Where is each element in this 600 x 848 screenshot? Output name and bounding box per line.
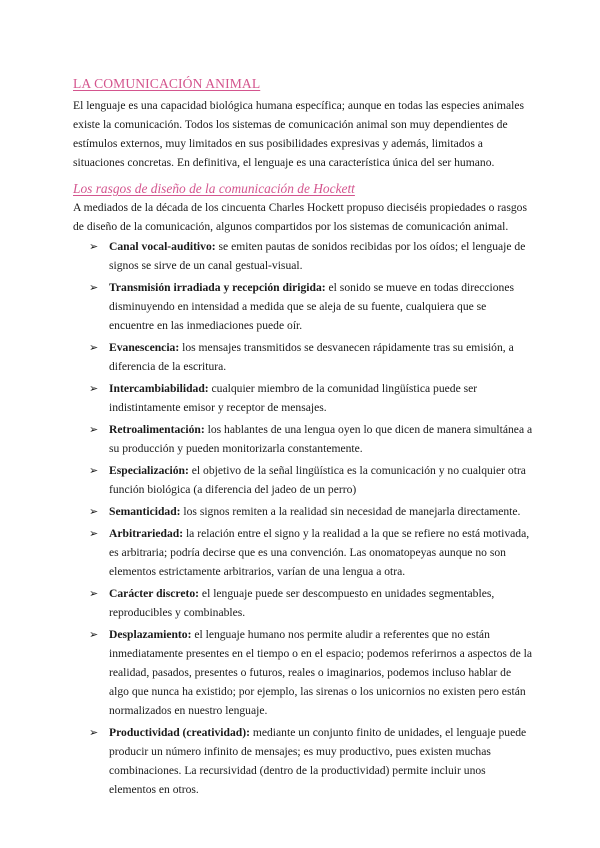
feature-term: Especialización: xyxy=(109,464,189,477)
feature-term: Retroalimentación: xyxy=(109,423,205,436)
feature-description: el sonido se mueve en todas direcciones disminuyendo en intensidad a medida que se aleja de su fuente, cualquiera que se encuentre en las inmediaciones puede oír. xyxy=(109,281,514,332)
arrowhead-bullet-icon: ➢ xyxy=(89,587,99,600)
feature-item xyxy=(73,625,533,720)
feature-description: la relación entre el signo y la realidad a la que se refiere no está motivada, es arbitraria; podría decirse que es una convención. Las onomatopeyas aunque no son elementos estrictamente arbitrarios, varían de una lengua a otra. xyxy=(109,527,530,578)
arrowhead-bullet-icon: ➢ xyxy=(89,726,99,739)
feature-item xyxy=(73,723,533,799)
feature-item xyxy=(73,278,533,335)
arrowhead-bullet-icon: ➢ xyxy=(89,464,99,477)
arrowhead-bullet-icon: ➢ xyxy=(89,423,99,436)
feature-description: cualquier miembro de la comunidad lingüística puede ser indistintamente emisor y receptor de mensajes. xyxy=(109,382,478,414)
feature-description: los signos remiten a la realidad sin necesidad de manejarla directamente. xyxy=(180,505,521,518)
arrowhead-bullet-icon: ➢ xyxy=(89,281,99,294)
feature-description: mediante un conjunto finito de unidades, el lenguaje puede producir un número infinito de mensajes; es muy productivo, pues existen muchas combinaciones. La recursividad (dentro de la productividad) permite incluir unos elementos en otros. xyxy=(109,726,527,796)
feature-term: Semanticidad: xyxy=(109,505,181,518)
feature-term: Intercambiabilidad: xyxy=(109,382,209,395)
design-features-list xyxy=(73,237,533,799)
section-heading: Los rasgos de diseño de la comunicación de Hockett xyxy=(73,181,355,196)
feature-item xyxy=(73,524,533,581)
feature-item xyxy=(73,237,533,275)
feature-term: Arbitrariedad: xyxy=(109,527,184,540)
feature-term: Transmisión irradiada y recepción dirigida: xyxy=(109,281,326,294)
section-intro-paragraph: A mediados de la década de los cincuenta Charles Hockett propuso dieciséis propiedades o rasgos de diseño de la comunicación, algunos compartidos por los sistemas de comunicación animal. xyxy=(73,201,527,233)
feature-term: Desplazamiento: xyxy=(109,628,192,641)
intro-paragraph: El lenguaje es una capacidad biológica humana específica; aunque en todas las especies animales existe la comunicación. Todos los sistemas de comunicación animal son muy dependientes de estímulos externos, muy limitados en sus posibilidades expresivas y además, limitados a situaciones concretas. En definitiva, el lenguaje es una característica única del ser humano. xyxy=(73,99,525,169)
feature-term: Productividad (creatividad): xyxy=(109,726,250,739)
arrowhead-bullet-icon: ➢ xyxy=(89,527,99,540)
feature-description: el lenguaje humano nos permite aludir a referentes que no están inmediatamente presentes en el tiempo o en el espacio; podemos referirnos a aspectos de la realidad, pasados, presentes o futuros, reales o imaginarios, podemos incluso hablar de algo que nunca ha existido; por ejemplo, las sirenas o los unicornios no existen pero están normalizados en nuestro lenguaje. xyxy=(109,628,533,717)
feature-description: se emiten pautas de sonidos recibidas por los oídos; el lenguaje de signos se sirve de un canal gestual-visual. xyxy=(109,240,526,272)
feature-description: los hablantes de una lengua oyen lo que dicen de manera simultánea a su producción y pueden monitorizarla constantemente. xyxy=(109,423,533,455)
feature-term: Carácter discreto: xyxy=(109,587,200,600)
arrowhead-bullet-icon: ➢ xyxy=(89,382,99,395)
feature-description: el lenguaje puede ser descompuesto en unidades segmentables, reproducibles y combinables. xyxy=(109,587,495,619)
feature-item xyxy=(73,420,533,458)
arrowhead-bullet-icon: ➢ xyxy=(89,628,99,641)
document-title: LA COMUNICACIÓN ANIMAL xyxy=(73,76,261,91)
arrowhead-bullet-icon: ➢ xyxy=(89,505,99,518)
feature-item xyxy=(73,338,533,376)
feature-description: el objetivo de la señal lingüística es la comunicación y no cualquier otra función biológica (a diferencia del jadeo de un perro) xyxy=(109,464,526,496)
feature-item xyxy=(73,502,533,521)
feature-term: Canal vocal-auditivo: xyxy=(109,240,216,253)
feature-item xyxy=(73,461,533,499)
document-page xyxy=(73,76,533,802)
feature-item xyxy=(73,584,533,622)
arrowhead-bullet-icon: ➢ xyxy=(89,341,99,354)
feature-description: los mensajes transmitidos se desvanecen rápidamente tras su emisión, a diferencia de la escritura. xyxy=(109,341,514,373)
feature-term: Evanescencia: xyxy=(109,341,180,354)
arrowhead-bullet-icon: ➢ xyxy=(89,240,99,253)
feature-item xyxy=(73,379,533,417)
